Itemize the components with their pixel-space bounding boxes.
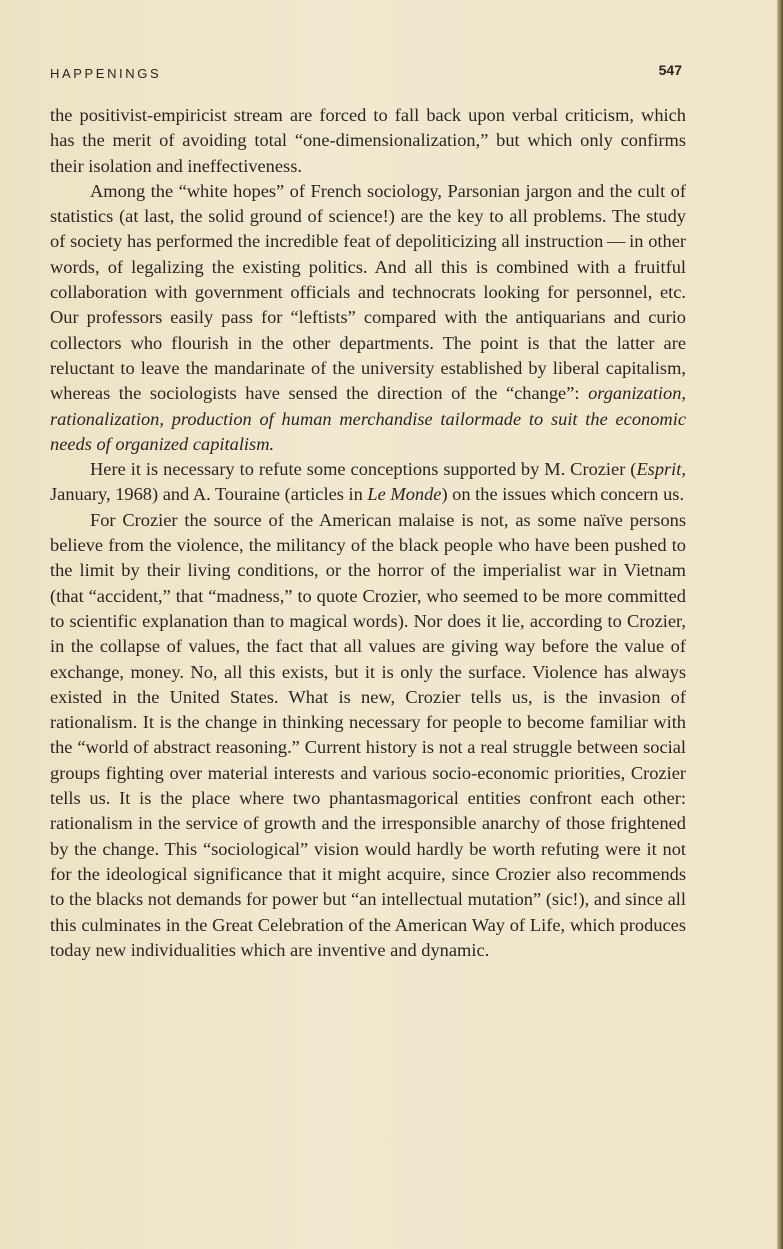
italic-text-run: Le Monde: [367, 484, 442, 505]
paragraph-1: [50, 103, 686, 179]
text-run: Here it is necessary to refute some conceptions supported by M. Crozier (: [90, 459, 637, 480]
running-head: HAPPENINGS: [50, 66, 162, 81]
italic-text-run: organization, rationalization, production of human merchandise tailormade to suit the economic needs of organized capitalism.: [50, 383, 686, 454]
paragraph-3: [50, 457, 686, 508]
body-text: [50, 103, 686, 963]
page-header: [50, 62, 682, 86]
text-run: Among the “white hopes” of French sociology, Parsonian jargon and the cult of statistics (at last, the solid ground of science!) are the key to all problems. The study of society has performed the incredible feat of depoliticizing all instruction — in other words, of legalizing the existing politics. And all this is combined with a fruitful collaboration with government officials and technocrats looking for personnel, etc. Our professors easily pass for “leftists” compared with the antiquarians and curio collectors who flourish in the other departments. The point is that the latter are reluctant to leave the mandarinate of the university established by liberal capitalism, whereas the sociologists have sensed the direction of the “change”:: [50, 180, 686, 404]
text-run: ) on the issues which concern us.: [441, 484, 685, 505]
text-run: January, 1968) and A. Touraine (articles in: [50, 484, 368, 505]
text-run: the positivist-empiricist stream are forced to fall back upon verbal criticism, which has the merit of avoiding total “one-dimensionalization,” but which only confirms their isolation and ineffectiveness.: [50, 105, 686, 176]
paragraph-2: [50, 179, 686, 457]
book-edge-shadow: [777, 0, 783, 1249]
text-run: For Crozier the source of the American malaise is not, as some naïve persons believe from the violence, the militancy of the black people who have been pushed to the limit by their living conditions, or the horror of the imperialist war in Vietnam (that “accident,” that “madness,” to quote Crozier, who seemed to be more committed to scientific explanation than to magical words). Nor does it lie, according to Crozier, in the collapse of values, the fact that all values are giving way before the value of exchange, money. No, all this exists, but it is only the surface. Violence has always existed in the United States. What is new, Crozier tells us, is the invasion of rationalism. It is the change in thinking necessary for people to become familiar with the “world of abstract reasoning.” Current history is not a real struggle between social groups fighting over material interests and various socio-economic priorities, Crozier tells us. It is the place where two phantasmagorical entities confront each other: rationalism in the service of growth and the irresponsible anarchy of those frightened by the change. This “sociological” vision would hardly be worth refuting were it not for the ideological significance that it might acquire, since Crozier also recommends to the blacks not demands for power but “an intellectual mutation” (sic!), and since all this culminates in the Great Celebration of the American Way of Life, which produces today new individualities which are inventive and dynamic.: [50, 509, 686, 960]
paragraph-4: [50, 508, 686, 963]
italic-text-run: Esprit,: [636, 459, 686, 480]
page-number: 547: [658, 62, 682, 78]
